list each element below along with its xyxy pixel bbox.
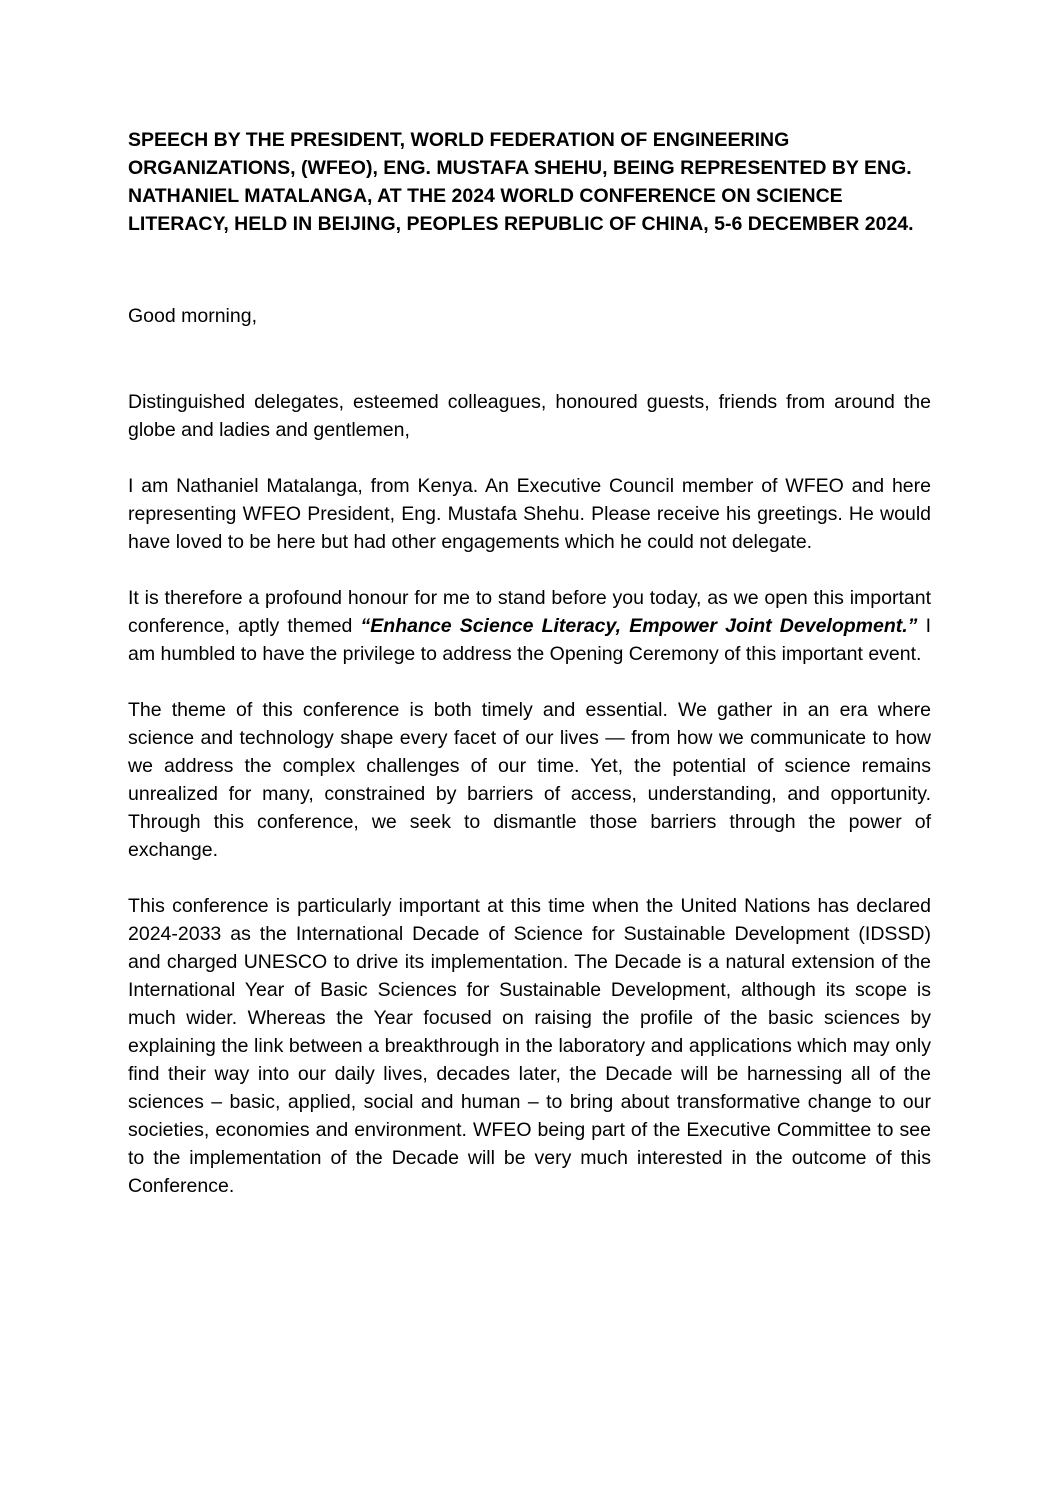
paragraph-decade: This conference is particularly important at this time when the United Nations has declared 2024-2033 as the International Decade of Science for Sustainable Development (IDSSD) and charged UNESCO to drive its implementation. The Decade is a natural extension of the International Year of Basic Sciences for Sustainable Development, although its scope is much wider. Whereas the Year focused on raising the profile of the basic sciences by explaining the link between a breakthrough in the laboratory and applications which may only find their way into our daily lives, decades later, the Decade will be harnessing all of the sciences – basic, applied, social and human – to bring about transformative change to our societies, economies and environment. WFEO being part of the Executive Committee to see to the implementation of the Decade will be very much interested in the outcome of this Conference. [128,895,931,1197]
conference-theme: “Enhance Science Literacy, Empower Joint Development.” [360,615,918,637]
paragraph-honour-before: It is therefore a profound honour for me to stand before you today, as we open this important conference, aptly themed [128,587,931,637]
greeting: Good morning, [128,305,257,327]
paragraph-honour [128,584,931,668]
paragraph-introduction: I am Nathaniel Matalanga, from Kenya. An Executive Council member of WFEO and here representing WFEO President, Eng. Mustafa Shehu. Please receive his greetings. He would have loved to be here but had other engagements which he could not delegate. [128,475,931,553]
speech-title: SPEECH BY THE PRESIDENT, WORLD FEDERATION OF ENGINEERING ORGANIZATIONS, (WFEO), ENG. MUSTAFA SHEHU, BEING REPRESENTED BY ENG. NATHANIEL MATALANGA, AT THE 2024 WORLD CONFERENCE ON SCIENCE LITERACY, HELD IN BEIJING, PEOPLES REPUBLIC OF CHINA, 5-6 DECEMBER 2024. [128,129,914,235]
paragraph-honour-after: I am humbled to have the privilege to address the Opening Ceremony of this important event. [128,615,931,665]
paragraph-theme-importance: The theme of this conference is both timely and essential. We gather in an era where science and technology shape every facet of our lives — from how we communicate to how we address the complex challenges of our time. Yet, the potential of science remains unrealized for many, constrained by barriers of access, understanding, and opportunity. Through this conference, we seek to dismantle those barriers through the power of exchange. [128,699,931,861]
document-page [128,126,931,1200]
paragraph-address: Distinguished delegates, esteemed colleagues, honoured guests, friends from around the globe and ladies and gentlemen, [128,391,931,441]
